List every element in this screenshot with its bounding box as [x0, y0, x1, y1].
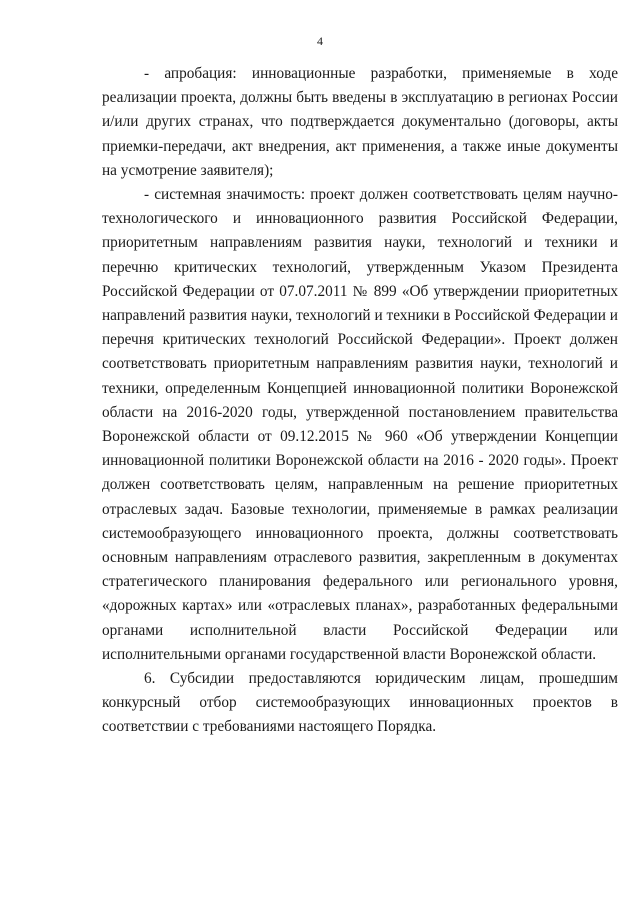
paragraph-approbation: - апробация: инновационные разработки, применяемые в ходе реализации проекта, должны быть введены в эксплуатацию в регионах России и/или других странах, что подтверждается документально (договоры, акты приемки-передачи, акт внедрения, акт применения, а также иные документы на усмотрение заявителя);: [102, 65, 618, 179]
paragraph-subsidies: 6. Субсидии предоставляются юридическим лицам, прошедшим конкурсный отбор системообразующих инновационных проектов в соответствии с требованиями настоящего Порядка.: [102, 670, 618, 736]
page-number: 4: [317, 34, 323, 48]
document-body: [102, 62, 618, 740]
paragraph-system-significance: - системная значимость: проект должен соответствовать целям научно-технологического и инновационного развития Российской Федерации, приоритетным направлениям развития науки, технологий и техники и перечню критических технологий, утвержденным Указом Президента Российской Федерации от 07.07.2011 № 899 «Об утверждении приоритетных направлений развития науки, технологий и техники в Российской Федерации и перечня критических технологий Российской Федерации». Проект должен соответствовать приоритетным направлениям развития науки, технологий и техники, определенным Концепцией инновационной политики Воронежской области на 2016-2020 годы, утвержденной постановлением правительства Воронежской области от 09.12.2015 № 960 «Об утверждении Концепции инновационной политики Воронежской области на 2016 - 2020 годы». Проект должен соответствовать целям, направленным на решение приоритетных отраслевых задач. Базовые технологии, применяемые в рамках реализации системообразующего инновационного проекта, должны соответствовать основным направлениям отраслевого развития, закрепленным в документах стратегического планирования федерального или регионального уровня, «дорожных картах» или «отраслевых планах», разработанных федеральными органами исполнительной власти Российской Федерации или исполнительными органами государственной власти Воронежской области.: [102, 186, 618, 663]
